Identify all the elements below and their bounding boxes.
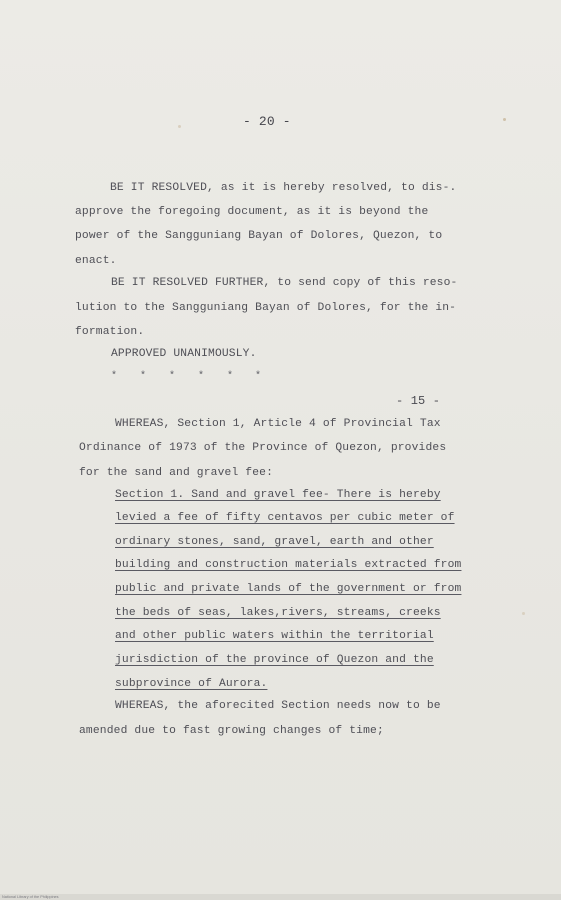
section-line-1: Section 1. Sand and gravel fee- There is hereby [115,489,441,501]
paper-stain [503,118,506,121]
resolution-line-4: enact. [75,255,117,267]
separator-star: * [140,371,147,382]
paper-stain [178,125,181,128]
approval-line: APPROVED UNANIMOUSLY. [111,348,257,360]
further-resolution-line-2: lution to the Sangguniang Bayan of Dolores, for the in- [75,302,457,314]
subpage-number: - 15 - [396,394,441,408]
resolution-line-1: BE IT RESOLVED, as it is hereby resolved, to dis-. [110,182,457,194]
further-resolution-line-1: BE IT RESOLVED FURTHER, to send copy of this reso- [111,277,458,289]
resolution-line-2: approve the foregoing document, as it is beyond the [75,206,429,218]
section-line-8: jurisdiction of the province of Quezon and the [115,654,434,666]
separator-star: * [169,371,176,382]
separator-star: * [255,371,262,382]
separator-star: * [198,371,205,382]
whereas-line-1: WHEREAS, Section 1, Article 4 of Provincial Tax [115,418,441,430]
page-number: - 20 - [243,114,291,129]
whereas-amend-line-1: WHEREAS, the aforecited Section needs now to be [115,700,441,712]
section-line-7: and other public waters within the territorial [115,630,434,642]
section-line-6: the beds of seas, lakes,rivers, streams, creeks [115,607,441,619]
section-line-9: subprovince of Aurora. [115,678,268,690]
separator-stars [111,371,271,383]
scan-footer-text: National Library of the Philippines [2,895,59,899]
separator-star: * [227,371,234,382]
separator-star: * [111,371,118,382]
paper-stain [522,612,525,615]
section-line-2: levied a fee of fifty centavos per cubic meter of [115,512,455,524]
whereas-line-2: Ordinance of 1973 of the Province of Quezon, provides [79,442,447,454]
resolution-line-3: power of the Sangguniang Bayan of Dolores, Quezon, to [75,230,443,242]
scan-footer-strip [0,894,561,900]
further-resolution-line-3: formation. [75,326,145,338]
whereas-line-3: for the sand and gravel fee: [79,467,274,479]
section-line-5: public and private lands of the government or from [115,583,462,595]
whereas-amend-line-2: amended due to fast growing changes of time; [79,725,384,737]
section-line-3: ordinary stones, sand, gravel, earth and other [115,536,434,548]
section-line-4: building and construction materials extracted from [115,559,462,571]
